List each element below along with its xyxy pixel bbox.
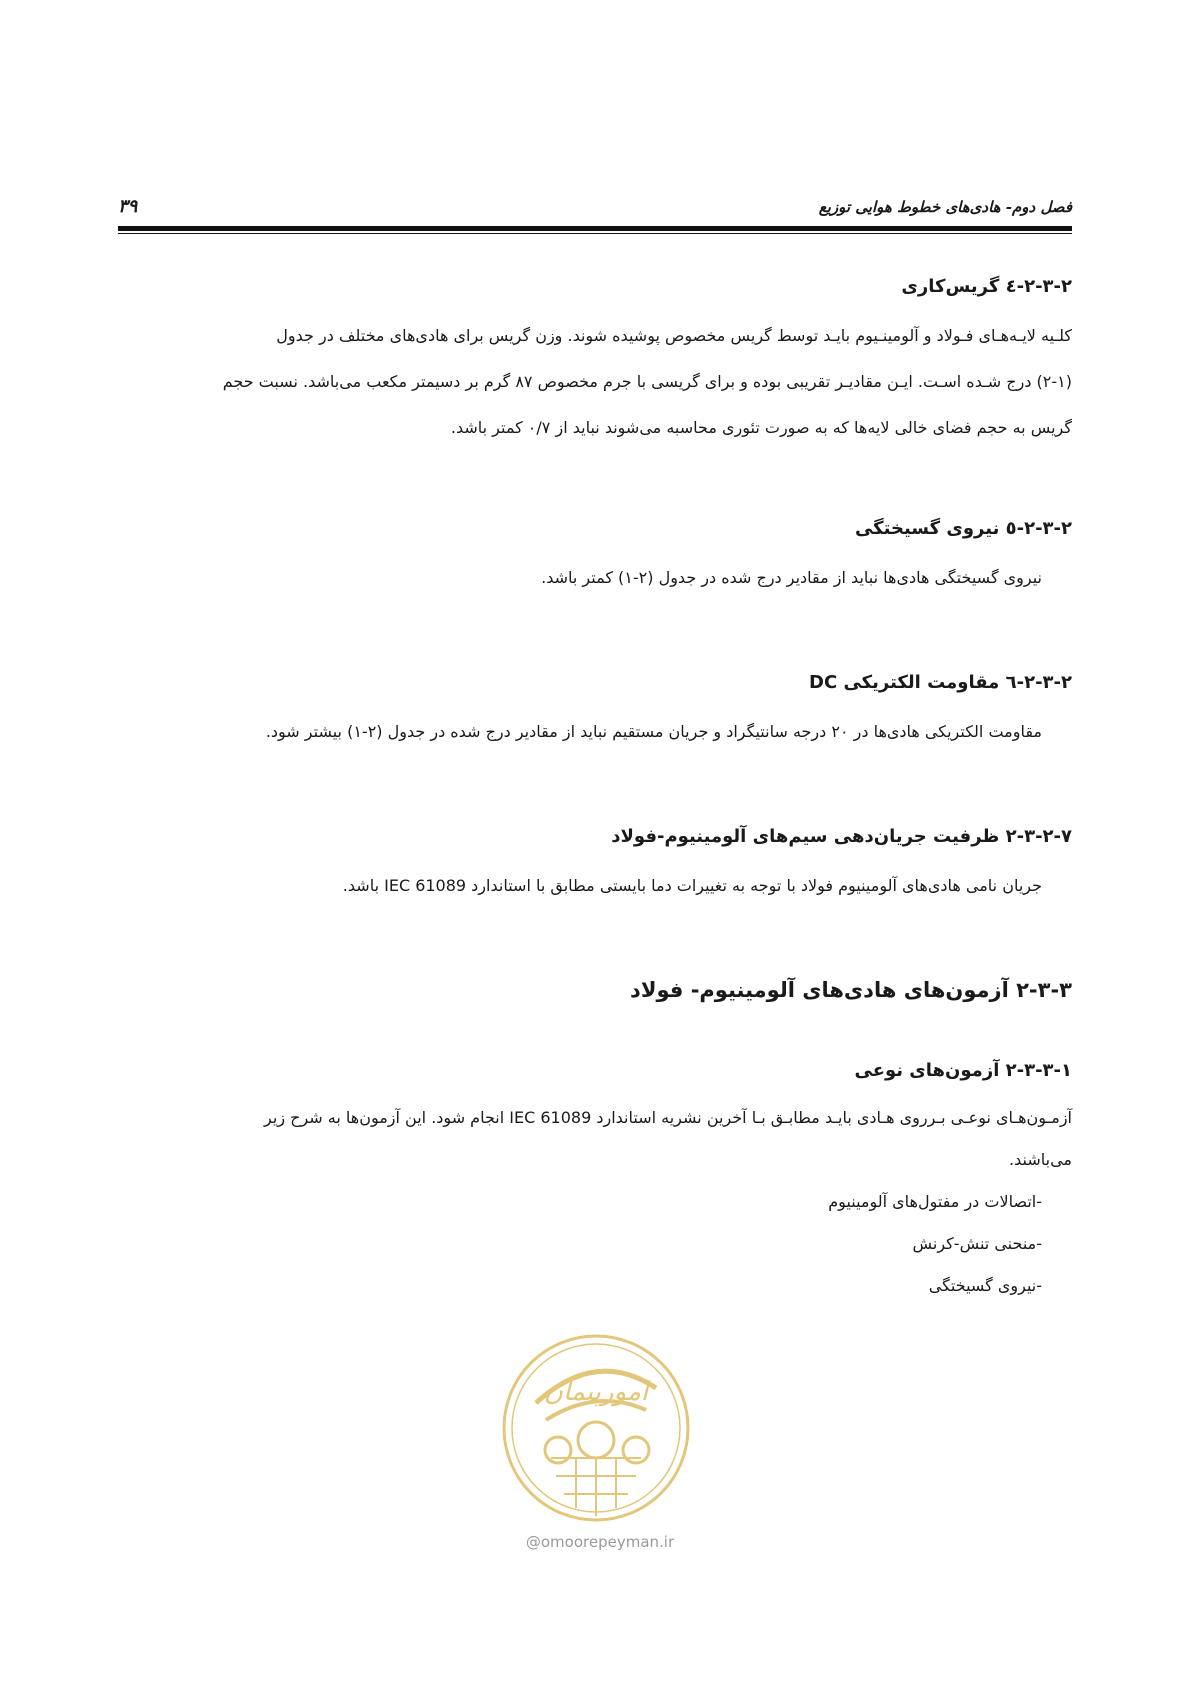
list-item: -نیروی گسیختگی <box>928 1276 1042 1295</box>
header-rule-thin <box>118 233 1072 234</box>
section-title-current-capacity: ۲-۳-۲-۷ ظرفیت جریان‌دهی سیم‌های آلومینیوم-فولاد <box>611 826 1072 847</box>
dc-resistance-text: مقاومت الکتریکی هادی‌ها در ۲۰ درجه سانتیگراد و جریان مستقیم نباید از مقادیر درج شده در جدول (۲-۱) بیشتر شود. <box>265 722 1042 741</box>
type-tests-text-line-2: می‌باشند. <box>1009 1150 1072 1169</box>
section-title-breaking-force: ۲-۳-۲-٥ نیروی گسیختگی <box>854 518 1072 539</box>
watermark-logo-text: امورپیمان <box>543 1377 649 1407</box>
greasing-text-line-3: گریس به حجم فضای خالی لایه‌ها که به صورت تئوری محاسبه می‌شوند نباید از ۰/۷ کمتر باشد. <box>450 418 1072 437</box>
list-item: -اتصالات در مفتول‌های آلومینیوم <box>828 1192 1042 1211</box>
section-title-type-tests: ۲-۳-۳-۱ آزمون‌های نوعی <box>854 1060 1072 1081</box>
current-capacity-text: جریان نامی هادی‌های آلومینیوم فولاد با توجه به تغییرات دما بایستی مطابق با استاندارد IEC 61089 باشد. <box>342 876 1042 895</box>
page-header <box>118 198 1072 224</box>
watermark-site: @omoorepeyman.ir <box>525 1533 675 1551</box>
header-rule-thick <box>118 226 1072 231</box>
section-title-dc-resistance: ۲-۳-۲-٦ مقاومت الکتریکی DC <box>809 672 1072 693</box>
type-tests-text-line-1: آزمـون‌هـای نوعـی بـرروی هـادی بایـد مطابـق بـا آخرین نشریه استاندارد IEC 61089 انجام شود. این آزمون‌ها به شرح زیر <box>264 1108 1072 1127</box>
list-item: -منحنی تنش-کرنش <box>912 1234 1042 1253</box>
breaking-force-text: نیروی گسیختگی هادی‌ها نباید از مقادیر درج شده در جدول (۲-۱) کمتر باشد. <box>541 568 1042 587</box>
section-title-tests: ۲-۳-۳ آزمون‌های هادی‌های آلومینیوم- فولاد <box>630 978 1072 1002</box>
greasing-text-line-2: (۲-۱) درج شـده اسـت. ایـن مقادیـر تقریبی بوده و برای گریسی با جرم مخصوص ۸۷ گرم بر دسیمتر مکعب می‌باشد. نسبت حجم <box>222 372 1072 391</box>
page-number: ۳۹ <box>118 196 138 217</box>
chapter-title: فصل دوم- هادی‌های خطوط هوایی توزیع <box>818 198 1072 216</box>
greasing-text-line-1: کلـیه لایـه‌هـای فـولاد و آلومینـیوم بایـد توسط گریس مخصوص پوشیده شوند. وزن گریس برای هادی‌های مختلف در جدول <box>276 326 1072 345</box>
section-title-greasing: ۲-۳-۲-٤ گریس‌کاری <box>901 276 1072 297</box>
watermark-logo-icon <box>496 1328 696 1528</box>
